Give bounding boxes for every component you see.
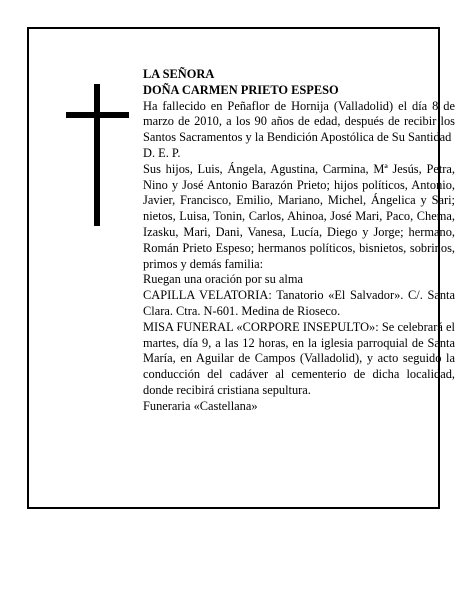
death-announcement: Ha fallecido en Peñaflor de Hornija (Valladolid) el día 8 de marzo de 2010, a los 90 años de edad, después de recibir los Santos Sacramentos y la Bendición Apostólica de Su Santidad bbox=[143, 98, 455, 145]
obituary-notice bbox=[27, 27, 455, 509]
chapel-info: CAPILLA VELATORIA: Tanatorio «El Salvador». C/. Santa Clara. Ctra. N-601. Medina de Rioseco. bbox=[143, 288, 455, 318]
prayer-request: Ruegan una oración por su alma bbox=[143, 272, 303, 287]
funeral-home: Funeraria «Castellana» bbox=[143, 398, 258, 413]
rest-in-peace: D. E. P. bbox=[143, 145, 181, 160]
cross-icon-vertical-bar bbox=[94, 84, 100, 226]
cross-icon-horizontal-bar bbox=[66, 112, 129, 118]
title-line-1: LA SEÑORA bbox=[143, 67, 215, 81]
notice-text-block bbox=[143, 67, 455, 415]
funeral-mass-info: MISA FUNERAL «CORPORE INSEPULTO»: Se celebrará el martes, día 9, a las 12 horas, en la iglesia parroquial de Santa María, en Aguilar de Campos (Valladolid), y acto seguido la conducción del cadáver al cementerio de dicha localidad, donde recibirá cristiana sepultura. bbox=[143, 319, 455, 397]
family-list: Sus hijos, Luis, Ángela, Agustina, Carmina, Mª Jesús, Petra, Nino y José Antonio Barazón Prieto; hijos políticos, Antonio, Javier, Francisco, Emilio, Mariano, Michel, Ángelica y Sari; nietos, Luisa, Tonin, Carlos, Ahinoa, José Mari, Paco, Chema, Izasku, Mari, Dani, Vanesa, Lucía, Diego y Jorge; hermano, Román Prieto Espeso; hermanos políticos, bisnietos, sobrinos, primos y demás familia: bbox=[143, 161, 455, 271]
deceased-name: DOÑA CARMEN PRIETO ESPESO bbox=[143, 82, 339, 97]
